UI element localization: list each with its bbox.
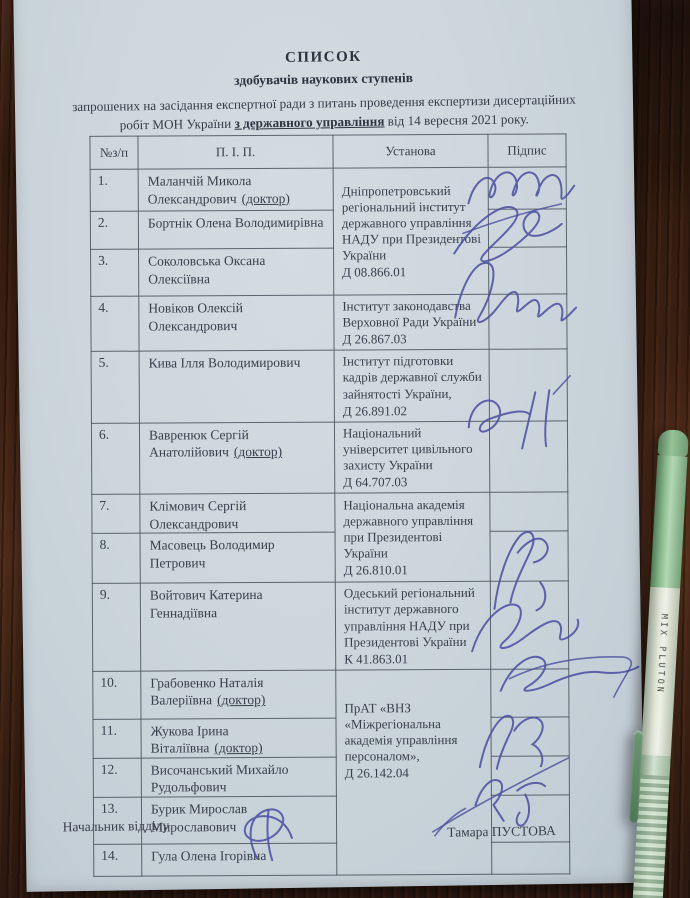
candidate-name: Жукова Ірина Віталіївна [150, 723, 229, 756]
institution-code: Д 26.891.02 [342, 402, 408, 419]
document-header [14, 43, 633, 136]
table-header-row [90, 134, 566, 169]
document-paper [13, 0, 645, 892]
intro-line2-underlined: з державного управління [234, 113, 385, 132]
cell-num: 6. [91, 423, 139, 495]
institution-code: Д 26.142.04 [344, 765, 409, 781]
cell-name [142, 843, 337, 876]
institution-name: Національна академія державного управління при Президентові України [343, 496, 474, 561]
cell-name [139, 422, 334, 494]
cell-name [139, 248, 334, 296]
doctor-note: (доктор) [241, 190, 290, 206]
table-row [92, 492, 568, 534]
cell-institution [334, 294, 489, 350]
institution-name: Інститут підготовки кадрів державної служби зайнятості України, [342, 353, 482, 402]
cell-name [141, 718, 336, 758]
table-row [91, 349, 567, 423]
candidate-name: Клімович Сергій Олександрович [149, 498, 247, 532]
document-title: СПИСОК [284, 48, 362, 66]
cell-num: 3. [91, 249, 139, 296]
candidate-name: Грабовенко Наталія Валеріївна [150, 674, 264, 708]
cell-institution [334, 421, 489, 493]
cell-signature [488, 209, 566, 247]
institution-name: Національний університет цивільного захисту України [342, 424, 473, 473]
intro-line2-pre: робіт МОН України [119, 116, 235, 133]
cell-name [138, 168, 333, 211]
institution-code: Д 26.810.01 [343, 562, 408, 578]
institution-name: Дніпропетровський регіональний інститут державного управління НАДУ при Президентові України [341, 182, 481, 263]
cell-signature [489, 421, 567, 493]
table-row [93, 669, 569, 719]
table-row [94, 842, 570, 876]
doctor-note: (доктор) [214, 740, 263, 756]
institution-code: Д 64.707.03 [343, 474, 408, 490]
candidate-name: Войтович Катерина Геннадіївна [149, 587, 263, 621]
institution-code: К 41.863.01 [344, 650, 409, 667]
cell-signature [492, 842, 570, 874]
table-row [91, 421, 567, 495]
candidate-name: Вавренюк Сергій Анатолійович [148, 426, 249, 460]
cell-num: 5. [91, 351, 139, 423]
document-subtitle: здобувачів наукових ступенів [234, 70, 414, 88]
col-header-signature: Підпис [488, 134, 566, 167]
col-header-institution: Установа [333, 134, 488, 168]
pen-brand-text: MIX PLUTON [654, 613, 669, 696]
cell-num: 2. [90, 211, 138, 249]
cell-name [139, 350, 334, 422]
cell-name [141, 757, 336, 797]
col-header-name: П. І. П. [138, 135, 333, 169]
cell-name [139, 295, 334, 351]
cell-signature [489, 349, 567, 421]
cell-num: 8. [92, 533, 140, 583]
institution-name: Інститут законодавства Верховної Ради України [342, 297, 477, 330]
cell-signature [490, 581, 568, 669]
table-row [91, 247, 567, 296]
table-row [92, 581, 568, 671]
candidate-name: Бурик Мирослав Мирославович [150, 801, 248, 835]
cell-signature [491, 717, 569, 757]
candidate-name: Кива Ілля Володимирович [148, 355, 301, 371]
institution-name: Одеський регіональний інститут державного управління НАДУ при Президентові України [343, 585, 475, 650]
institution-code: Д 08.866.01 [342, 264, 407, 280]
cell-num: 10. [93, 671, 141, 719]
cell-num: 12. [93, 758, 141, 797]
table-row [92, 531, 568, 583]
cell-signature [491, 669, 569, 717]
intro-line2-post: від 14 вересня 2021 року. [384, 111, 529, 129]
table-row [90, 167, 566, 211]
table-row [90, 209, 566, 249]
col-header-num: №з/п [90, 136, 138, 169]
cell-institution [334, 350, 489, 422]
doctor-note: (доктор) [217, 692, 266, 708]
candidate-name: Масовець Володимир Петрович [149, 537, 275, 571]
institution-code: Д 26.867.03 [342, 331, 407, 347]
candidate-name: Новіков Олексій Олександрович [148, 300, 244, 334]
cell-signature [490, 492, 568, 532]
cell-name [140, 493, 335, 533]
candidate-name: Соколовська Оксана Олексіївна [148, 252, 266, 287]
doctor-note: (доктор) [233, 444, 283, 460]
cell-num: 13. [93, 797, 141, 844]
candidate-name: Гула Олена Ігорівна [151, 847, 267, 864]
cell-num: 9. [92, 583, 140, 671]
cell-name [141, 670, 336, 719]
cell-signature [490, 531, 568, 581]
table-row [93, 717, 569, 759]
cell-institution [335, 582, 490, 670]
cell-name [140, 582, 335, 671]
pen-joint [640, 755, 671, 777]
signoff-name: Тамара ПУСТОВА [447, 823, 556, 840]
table-row [93, 756, 569, 798]
candidate-name: Бортнік Олена Володимирівна [147, 214, 324, 231]
cell-num: 14. [94, 844, 142, 876]
cell-signature [489, 247, 567, 294]
cell-num: 7. [92, 494, 140, 533]
cell-num: 11. [93, 719, 141, 758]
cell-num: 1. [90, 169, 138, 211]
cell-name [140, 532, 335, 583]
cell-signature [488, 167, 566, 209]
document-intro-line1: запрошених на засідання експертної ради з питань проведення експертизи дисертаційних [72, 92, 576, 115]
cell-institution [336, 669, 492, 875]
candidate-name: Височанський Михайло Рудольфович [150, 761, 289, 796]
candidate-name: Маланчій Микола Олександрович [147, 173, 252, 207]
cell-signature [489, 294, 567, 350]
cell-institution [333, 167, 489, 295]
cell-num: 4. [91, 296, 139, 352]
pen-cap-end [658, 429, 689, 457]
cell-signature [491, 756, 569, 796]
cell-name [138, 210, 333, 249]
table-row [91, 294, 567, 352]
candidates-table [89, 133, 570, 877]
cell-institution [335, 492, 490, 582]
institution-name: ПрАТ «ВНЗ «Міжрегіональна академія управління персоналом», [344, 700, 458, 764]
signoff-role: Начальник відділу [62, 817, 170, 835]
